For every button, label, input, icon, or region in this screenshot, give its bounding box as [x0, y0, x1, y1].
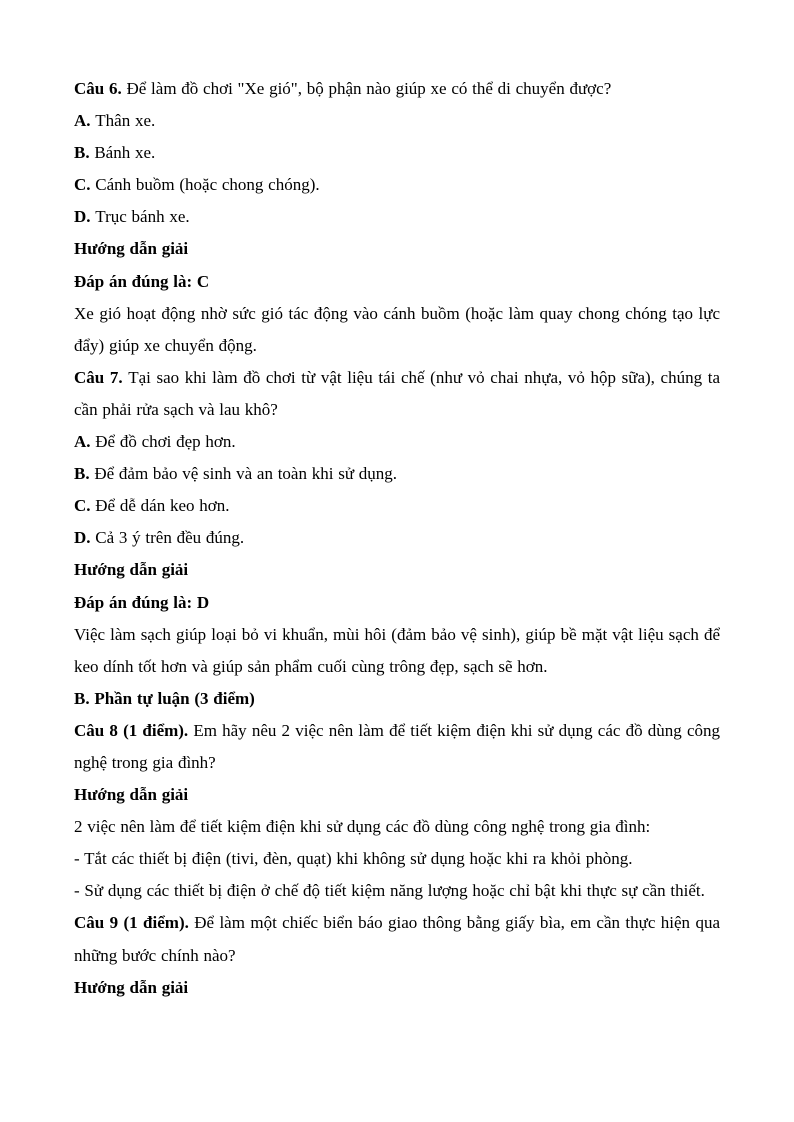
paragraph: [74, 683, 720, 715]
text-segment: Bánh xe.: [94, 143, 156, 163]
paragraph: [74, 233, 720, 265]
paragraph: [74, 554, 720, 586]
paragraph: [74, 972, 720, 1004]
bold-text-segment: C.: [74, 175, 96, 195]
bold-text-segment: Hướng dẫn giải: [74, 977, 189, 997]
paragraph: [74, 619, 725, 683]
paragraph: [74, 169, 720, 201]
text-segment: Để đồ chơi đẹp hơn.: [95, 432, 236, 452]
bold-text-segment: A.: [74, 111, 96, 131]
paragraph: [74, 907, 725, 971]
paragraph: [74, 105, 720, 137]
bold-text-segment: Câu 8 (1 điểm).: [74, 720, 194, 740]
text-segment: Để làm một chiếc biển báo giao thông bằng giấy bìa, em cần thực hiện qua những bước chính nào?: [74, 913, 725, 965]
paragraph: [74, 490, 720, 522]
text-segment: Xe gió hoạt động nhờ sức gió tác động vào cánh buồm (hoặc làm quay chong chóng tạo lực đẩy) giúp xe chuyển động.: [74, 303, 725, 355]
bold-text-segment: Câu 9 (1 điểm).: [74, 913, 195, 933]
paragraph: [74, 875, 720, 907]
paragraph: [74, 362, 725, 426]
bold-text-segment: D.: [74, 207, 96, 227]
text-segment: 2 việc nên làm để tiết kiệm điện khi sử dụng các đồ dùng công nghệ trong gia đình:: [74, 817, 651, 837]
paragraph: [74, 73, 720, 105]
text-segment: Để dễ dán keo hơn.: [95, 496, 230, 516]
bold-text-segment: Hướng dẫn giải: [74, 239, 189, 259]
paragraph: [74, 426, 720, 458]
paragraph: [74, 587, 720, 619]
bold-text-segment: Hướng dẫn giải: [74, 560, 189, 580]
paragraph: [74, 266, 720, 298]
text-segment: Để làm đồ chơi "Xe gió", bộ phận nào giúp xe có thể di chuyển được?: [126, 79, 612, 98]
paragraph: [74, 522, 720, 554]
paragraph: [74, 137, 720, 169]
bold-text-segment: B. Phần tự luận (3 điểm): [74, 688, 255, 708]
paragraph: [74, 715, 725, 779]
text-segment: Em hãy nêu 2 việc nên làm để tiết kiệm điện khi sử dụng các đồ dùng công nghệ trong gia đình?: [74, 720, 725, 772]
paragraph: [74, 298, 725, 362]
text-segment: - Tắt các thiết bị điện (tivi, đèn, quạt) khi không sử dụng hoặc khi ra khỏi phòng.: [74, 849, 633, 869]
text-segment: Cả 3 ý trên đều đúng.: [95, 528, 245, 548]
text-segment: Cánh buồm (hoặc chong chóng).: [95, 175, 320, 195]
paragraph: [74, 843, 720, 875]
text-segment: - Sử dụng các thiết bị điện ở chế độ tiết kiệm năng lượng hoặc chỉ bật khi thực sự cần thiết.: [74, 881, 705, 901]
paragraph: [74, 811, 720, 843]
text-segment: Việc làm sạch giúp loại bỏ vi khuẩn, mùi hôi (đảm bảo vệ sinh), giúp bề mặt vật liệu sạch để keo dính tốt hơn và giúp sản phẩm cuối cùng trông đẹp, sạch sẽ hơn.: [74, 624, 725, 676]
text-segment: Thân xe.: [95, 111, 156, 131]
bold-text-segment: B.: [74, 464, 95, 484]
bold-text-segment: Đáp án đúng là: C: [74, 271, 210, 291]
paragraph: [74, 779, 720, 811]
bold-text-segment: D.: [74, 528, 96, 548]
paragraph: [74, 458, 720, 490]
text-segment: Tại sao khi làm đồ chơi từ vật liệu tái chế (như vỏ chai nhựa, vỏ hộp sữa), chúng ta cần phải rửa sạch và lau khô?: [74, 367, 725, 419]
bold-text-segment: Hướng dẫn giải: [74, 785, 189, 805]
bold-text-segment: Câu 7.: [74, 367, 129, 387]
text-segment: Trục bánh xe.: [95, 207, 190, 227]
bold-text-segment: C.: [74, 496, 96, 516]
bold-text-segment: Câu 6.: [74, 79, 127, 98]
bold-text-segment: B.: [74, 143, 95, 163]
bold-text-segment: Đáp án đúng là: D: [74, 592, 210, 612]
bold-text-segment: A.: [74, 432, 96, 452]
text-segment: Để đảm bảo vệ sinh và an toàn khi sử dụng.: [94, 464, 398, 484]
paragraph: [74, 201, 720, 233]
document-body: [74, 73, 725, 1004]
